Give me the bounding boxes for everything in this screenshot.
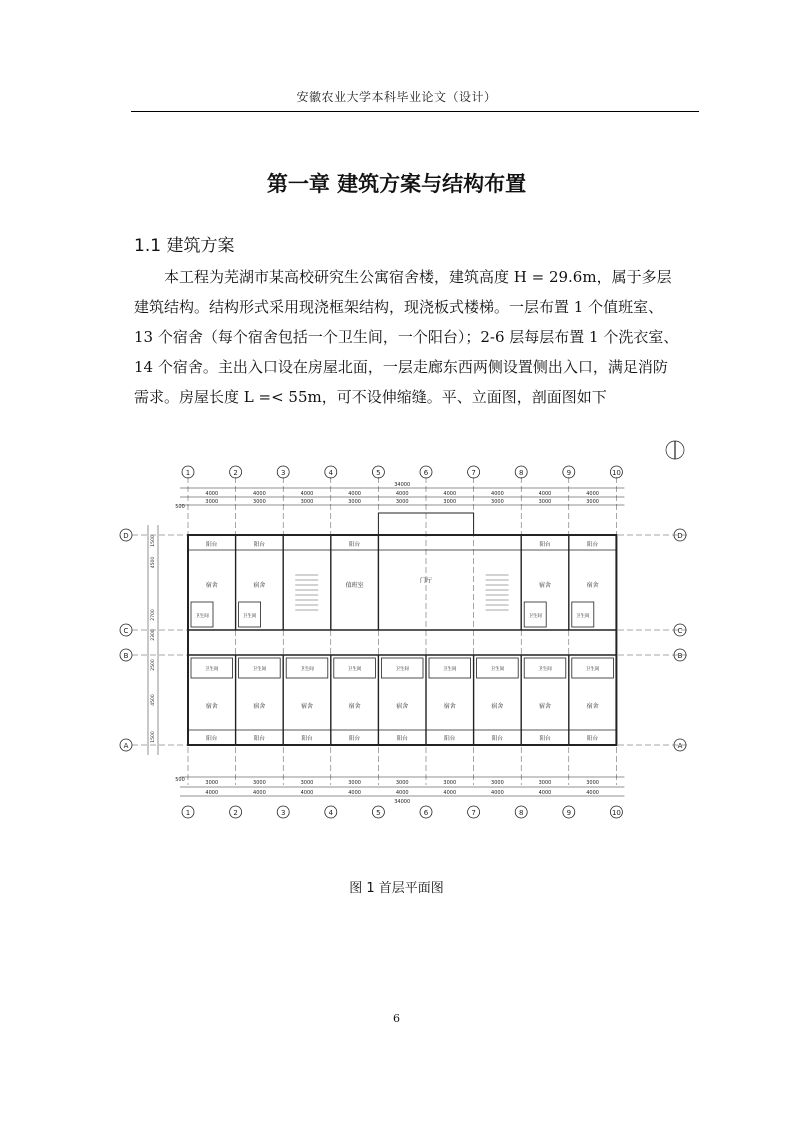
dimension-side: 4500 bbox=[151, 694, 156, 706]
axis-label-left: A bbox=[123, 742, 129, 750]
room-label: 值班室 bbox=[345, 582, 364, 589]
room-label: 宿舍 bbox=[586, 582, 599, 589]
dimension-total: 34000 bbox=[394, 482, 411, 488]
room-label: 卫生间 bbox=[242, 614, 257, 619]
dimension-bay: 4000 bbox=[253, 491, 266, 497]
axis-label-bottom: 5 bbox=[376, 809, 381, 817]
dimension-side: 2700 bbox=[151, 609, 156, 621]
room-label: 阳台 bbox=[253, 542, 265, 548]
dimension-inner: 3000 bbox=[586, 780, 599, 786]
axis-label-right: B bbox=[677, 652, 683, 660]
header-rule bbox=[131, 111, 699, 112]
room-label: 宿舍 bbox=[348, 703, 361, 710]
room-label: 阳台 bbox=[206, 542, 218, 548]
room-label: 宿舍 bbox=[205, 703, 218, 710]
dimension-side: 4500 bbox=[151, 556, 156, 569]
dimension-side: 2300 bbox=[151, 629, 156, 641]
dimension-bay: 4000 bbox=[300, 491, 314, 497]
section-title: 1.1 建筑方案 bbox=[134, 236, 235, 256]
axis-label-bottom: 4 bbox=[328, 809, 334, 817]
body-line: 14 个宿舍。主出入口设在房屋北面，一层走廊东西两侧设置侧出入口，满足消防 bbox=[134, 358, 668, 376]
room-label: 阳台 bbox=[444, 736, 456, 742]
dimension-inner: 3000 bbox=[348, 499, 361, 505]
dimension-bay: 4000 bbox=[491, 790, 504, 796]
axis-label-top: 1 bbox=[185, 469, 191, 477]
room-label: 卫生间 bbox=[195, 614, 209, 619]
axis-label-bottom: 2 bbox=[233, 809, 238, 817]
outer-wall bbox=[188, 535, 616, 745]
room-label: 宿舍 bbox=[443, 703, 456, 710]
room-label: 卫生间 bbox=[490, 667, 505, 672]
axis-label-top: 5 bbox=[376, 469, 381, 477]
dimension-inner: 3000 bbox=[395, 499, 409, 505]
dimension-edge: 500 bbox=[175, 777, 185, 783]
room-label: 卫生间 bbox=[443, 667, 457, 672]
axis-label-bottom: 3 bbox=[280, 809, 286, 817]
dimension-inner: 3000 bbox=[443, 780, 457, 786]
dimension-bay: 4000 bbox=[348, 491, 361, 497]
room-label: 阳台 bbox=[206, 736, 218, 742]
body-line: 建筑结构。结构形式采用现浇框架结构，现浇板式楼梯。一层布置 1 个值班室、 bbox=[134, 298, 664, 316]
room-label: 卫生间 bbox=[395, 667, 409, 672]
dimension-inner: 3000 bbox=[538, 780, 552, 786]
axis-label-bottom: 6 bbox=[423, 809, 429, 817]
dimension-inner: 3000 bbox=[253, 499, 266, 505]
room-label: 卫生间 bbox=[205, 667, 219, 672]
room-label: 卫生间 bbox=[538, 667, 552, 672]
axis-label-right: A bbox=[677, 742, 683, 750]
axis-label-left: B bbox=[123, 652, 129, 660]
axis-label-top: 7 bbox=[471, 469, 476, 477]
dimension-inner: 3000 bbox=[586, 499, 599, 505]
axis-label-top: 2 bbox=[233, 469, 238, 477]
axis-label-bottom: 10 bbox=[611, 809, 621, 817]
room-label: 门厅 bbox=[419, 577, 433, 585]
dimension-bay: 4000 bbox=[253, 790, 266, 796]
room-label: 阳台 bbox=[253, 736, 265, 742]
dimension-bay: 4000 bbox=[205, 491, 219, 497]
room-label: 宿舍 bbox=[491, 703, 504, 710]
room-label: 宿舍 bbox=[253, 582, 266, 589]
body-line: 需求。房屋长度 L =< 55m，可不设伸缩缝。平、立面图，剖面图如下 bbox=[134, 388, 607, 406]
axis-label-top: 8 bbox=[518, 469, 524, 477]
room-label: 阳台 bbox=[349, 736, 361, 742]
dimension-inner: 3000 bbox=[538, 499, 552, 505]
dimension-bay: 4000 bbox=[491, 491, 504, 497]
axis-label-left: C bbox=[123, 627, 129, 635]
dimension-inner: 3000 bbox=[205, 499, 219, 505]
dimension-inner: 3000 bbox=[300, 780, 314, 786]
dimension-bay: 4000 bbox=[586, 790, 599, 796]
axis-label-bottom: 8 bbox=[518, 809, 524, 817]
axis-label-bottom: 7 bbox=[471, 809, 476, 817]
dimension-bay: 4000 bbox=[538, 491, 552, 497]
dimension-bay: 4000 bbox=[443, 790, 457, 796]
room-label: 宿舍 bbox=[538, 703, 552, 710]
page-header: 安徽农业大学本科毕业论文（设计） bbox=[296, 90, 497, 104]
dimension-inner: 3000 bbox=[348, 780, 361, 786]
room-label: 阳台 bbox=[587, 542, 599, 548]
axis-label-bottom: 9 bbox=[566, 809, 572, 817]
room-label: 宿舍 bbox=[586, 703, 599, 710]
axis-label-right: C bbox=[677, 627, 683, 635]
axis-label-top: 6 bbox=[423, 469, 429, 477]
body-line: 13 个宿舍（每个宿舍包括一个卫生间，一个阳台）；2-6 层每层布置 1 个洗衣室、 bbox=[134, 328, 679, 346]
dimension-bay: 4000 bbox=[205, 790, 219, 796]
room-label: 卫生间 bbox=[576, 614, 590, 619]
dimension-side: 1500 bbox=[151, 731, 156, 743]
room-label: 卫生间 bbox=[300, 667, 314, 672]
dimension-inner: 3000 bbox=[443, 499, 457, 505]
axis-label-bottom: 1 bbox=[185, 809, 191, 817]
dimension-inner: 3000 bbox=[491, 780, 504, 786]
figure-caption: 图 1 首层平面图 bbox=[349, 881, 444, 896]
body-paragraph bbox=[134, 262, 700, 412]
dimension-bay: 4000 bbox=[300, 790, 314, 796]
dimension-bay: 4000 bbox=[586, 491, 599, 497]
page-number: 6 bbox=[393, 1012, 400, 1025]
room-label: 宿舍 bbox=[538, 582, 552, 589]
axis-label-top: 4 bbox=[328, 469, 334, 477]
room-label: 卫生间 bbox=[347, 667, 362, 672]
dimension-inner: 3000 bbox=[300, 499, 314, 505]
axis-label-left: D bbox=[123, 532, 129, 540]
dimension-inner: 3000 bbox=[491, 499, 504, 505]
room-label: 阳台 bbox=[539, 542, 551, 548]
room-label: 阳台 bbox=[301, 736, 313, 742]
axis-label-top: 9 bbox=[566, 469, 572, 477]
room-label: 阳台 bbox=[491, 736, 503, 742]
room-label: 宿舍 bbox=[253, 703, 266, 710]
dimension-bay: 4000 bbox=[538, 790, 552, 796]
room-label: 卫生间 bbox=[585, 667, 600, 672]
axis-label-right: D bbox=[677, 532, 683, 540]
body-line: 本工程为芜湖市某高校研究生公寓宿舍楼，建筑高度 H = 29.6m，属于多层 bbox=[164, 268, 672, 286]
dimension-inner: 3000 bbox=[253, 780, 266, 786]
room-label: 阳台 bbox=[396, 736, 408, 742]
dimension-inner: 3000 bbox=[205, 780, 219, 786]
dimension-inner: 3000 bbox=[395, 780, 409, 786]
dimension-bay: 4000 bbox=[395, 491, 409, 497]
room-label: 卫生间 bbox=[528, 614, 542, 619]
room-label: 卫生间 bbox=[252, 667, 267, 672]
dimension-edge: 500 bbox=[175, 504, 185, 510]
axis-label-top: 10 bbox=[611, 469, 621, 477]
room-label: 宿舍 bbox=[205, 582, 218, 589]
room-label: 阳台 bbox=[539, 736, 551, 742]
room-label: 阳台 bbox=[349, 542, 361, 548]
dimension-bay: 4000 bbox=[395, 790, 409, 796]
floor-plan-drawing bbox=[110, 415, 710, 855]
dimension-side: 1500 bbox=[151, 535, 156, 547]
dimension-bay: 4000 bbox=[443, 491, 457, 497]
dimension-side: 2500 bbox=[151, 659, 156, 671]
dimension-bay: 4000 bbox=[348, 790, 361, 796]
room-label: 宿舍 bbox=[300, 703, 314, 710]
room-label: 阳台 bbox=[587, 736, 599, 742]
room-label: 宿舍 bbox=[396, 703, 409, 710]
dimension-total: 34000 bbox=[394, 799, 411, 805]
chapter-title: 第一章 建筑方案与结构布置 bbox=[266, 172, 527, 196]
axis-label-top: 3 bbox=[280, 469, 286, 477]
